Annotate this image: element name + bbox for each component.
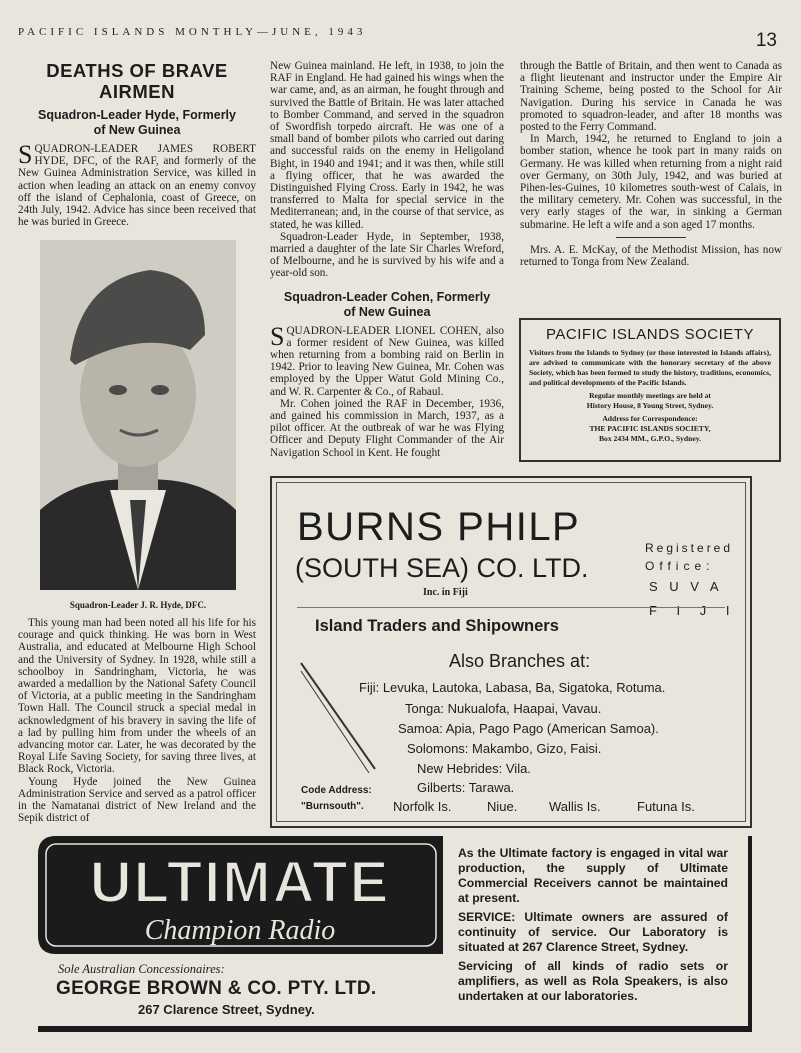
ultimate-company-address: 267 Clarence Street, Sydney. [138, 1002, 315, 1017]
article-column-3 [520, 60, 782, 268]
code-address-value: "Burnsouth". [301, 801, 364, 812]
ultimate-bottom-rule [38, 1026, 752, 1032]
ultimate-logo [38, 836, 443, 954]
burns-philp-advertisement [270, 476, 752, 828]
society-title: PACIFIC ISLANDS SOCIETY [546, 326, 754, 343]
cohen-text [270, 321, 504, 459]
hyde-column-2-paragraph-2: Squadron-Leader Hyde, in September, 1938, married a daughter of the late Sir Charles Wreford, of Melbourne, and he is survived by his wife and a year-old son. [270, 230, 504, 280]
branch-wallis: Wallis Is. [549, 799, 601, 814]
society-address [529, 414, 771, 444]
ultimate-advertisement [38, 836, 752, 1034]
burns-philp-tagline: Island Traders and Shipowners [315, 617, 559, 635]
page-number: 13 [755, 30, 777, 51]
column-3-divider [616, 237, 686, 238]
burns-philp-name-line-1: BURNS PHILP [297, 505, 581, 549]
burns-philp-rule [297, 607, 725, 608]
society-address-line-2: Box 2434 MM., G.P.O., Sydney. [598, 434, 702, 443]
code-address-label: Code Address: [301, 785, 372, 796]
cohen-column-3-paragraph-2: In March, 1942, he returned to England to join a bomber station, whence he took part in many raids on Germany. He was killed when returning from a night raid over Germany, on 30th July, 1942, and was buried at Pihen-les-Guines, 10 kilometres south-west of Calais, in the military cemetery. Mr. Cohen was successful, in the very early stages of the war, in sinking a German submarine. He left a wife and a son aged 17 months. [520, 133, 782, 231]
ultimate-right-copy [458, 846, 728, 1004]
branch-new-hebrides: New Hebrides: Vila. [417, 761, 531, 776]
cohen-paragraph-1 [270, 321, 504, 398]
hyde-subheading-line-2: of New Guinea [93, 123, 181, 137]
mckay-notice: Mrs. A. E. McKay, of the Methodist Mission, has now returned to Tonga from New Zealand. [520, 243, 782, 269]
branch-tonga: Tonga: Nukualofa, Haapai, Vavau. [405, 701, 602, 716]
branch-futuna: Futuna Is. [637, 799, 695, 814]
hyde-column-2-paragraph-1: New Guinea mainland. He left, in 1938, to join the RAF in England. He had gained his wings when the war came, and, as an airman, he fought through and survived the Battle of Britain. He was later attached to Bomber Command, and served in the squadron of Swordfish torpedo aircraft. He was one of a small band of bomber pilots who carried out daring and successful raids on the enemy in Heligoland Bight, in 1940 and 1941; and it was then, while still a flying officer, that he was awarded the Distinguished Flying Cross. Early in 1942, he was transferred to Malta for special service in the Mediterranean; and, in the course of that service, as stated, he was killed. [270, 60, 504, 231]
hyde-portrait-photo [40, 240, 236, 590]
article-column-2 [270, 60, 504, 459]
ultimate-logo-wordmark: ULTIMATE [89, 850, 391, 915]
ultimate-copy-paragraph-3: Servicing of all kinds of radio sets or amplifiers, as well as Rola Speakers, is also undertaken at our laboratories. [458, 959, 728, 1003]
cohen-paragraph-2: Mr. Cohen joined the RAF in December, 1936, and gained his commission in March, 1937, as a pilot officer. At the outbreak of war he was Flying Officer and Deputy Flight Commander of the Air Navigation School in Kent. He fought [270, 397, 504, 459]
society-address-line-1: THE PACIFIC ISLANDS SOCIETY, [589, 424, 711, 433]
hyde-paragraph-2: This young man had been noted all his life for his courage and quick thinking. He was born in West Australia, and educated at Melbourne High School and the University of Sydney. In 1928, while still a schoolboy in Sandringham, Victoria, he was awarded a medallion by the National Safety Council of Victoria, at a public meeting in the Sandringham Town Hall. The Council struck a special medal in acknowledgment of his bravery in saving the life of a lad by pulling him from under the wheels of an advancing motor car. Later, he was decorated by the Royal Life Saving Society, for saving three lives, at Black Rock, Victoria. [18, 617, 256, 776]
hyde-dropcap: S [18, 140, 33, 169]
ultimate-concessionaires-label: Sole Australian Concessionaires: [58, 962, 225, 976]
society-body: Visitors from the Islands to Sydney (or those interested in Islands affairs), are advised to communicate with the honorary secretary of the above Society, which has been formed to study the history, traditions, economics, and political developments of the Pacific Islands. [529, 348, 771, 387]
cohen-dropcap: S [270, 321, 285, 351]
registered-label-line-2: Office: [645, 559, 715, 573]
branch-fiji: Fiji: Levuka, Lautoka, Labasa, Ba, Sigatoka, Rotuma. [359, 680, 666, 695]
cohen-subheading [270, 290, 504, 320]
cohen-subheading-line-2: of New Guinea [343, 304, 431, 319]
hyde-paragraph-3: Young Hyde joined the New Guinea Administration Service and served as a patrol officer in the Namatanai district of New Ireland and the Sepik district of [18, 775, 256, 825]
society-meetings-line-2: History House, 8 Young Street, Sydney. [586, 401, 714, 410]
ultimate-company-name: GEORGE BROWN & CO. PTY. LTD. [56, 978, 377, 999]
hyde-column-1-continued [18, 617, 256, 824]
article-title-line-2: AIRMEN [99, 81, 175, 102]
cohen-paragraph-1-text: QUADRON-LEADER LIONEL COHEN, also a former resident of New Guinea, was killed when returning from a bombing raid on Berlin in 1942. Prior to leaving New Guinea, Mr. Cohen was employed by the Upper Watut Gold Mining Co., and W. R. Carpenter & Co., of Rabaul. [270, 324, 504, 398]
branch-gilberts: Gilberts: Tarawa. [417, 780, 515, 795]
burns-philp-inner-border [276, 482, 746, 822]
registered-label-line-1: Registered [645, 541, 734, 555]
branch-samoa: Samoa: Apia, Pago Pago (American Samoa). [398, 721, 659, 736]
branch-norfolk: Norfolk Is. [393, 799, 452, 814]
hyde-subheading [18, 108, 256, 138]
ultimate-right-rule [748, 836, 752, 1032]
branch-solomons: Solomons: Makambo, Gizo, Faisi. [407, 741, 602, 756]
society-meetings [529, 391, 771, 411]
ultimate-copy-paragraph-1: As the Ultimate factory is engaged in vital war production, the supply of Ultimate Commercial Receivers cannot be maintained at present. [458, 846, 728, 905]
article-column-1 [18, 60, 256, 228]
portrait-illustration [40, 240, 236, 590]
society-address-label: Address for Correspondence: [602, 414, 698, 423]
cohen-column-3-paragraph-1: through the Battle of Britain, and then went to Canada as a flight lieutenant and instructor under the Empire Air Training Scheme, being posted to the School for Air Navigation. During his service in Canada he was promoted to squadron-leader, and after 18 months was posted to the Ferry Command. [520, 60, 782, 134]
pacific-islands-society-box [519, 318, 781, 462]
article-title-line-1: DEATHS OF BRAVE [46, 60, 228, 81]
running-head: PACIFIC ISLANDS MONTHLY—JUNE, 1943 [18, 26, 367, 38]
hyde-subheading-line-1: Squadron-Leader Hyde, Formerly [38, 108, 236, 122]
hyde-intro-paragraph [18, 140, 256, 229]
branches-heading: Also Branches at: [449, 651, 591, 671]
cohen-subheading-line-1: Squadron-Leader Cohen, Formerly [283, 289, 491, 304]
ultimate-copy-paragraph-2: SERVICE: Ultimate owners are assured of continuity of service. Our Laboratory is situated at 267 Clarence Street, Sydney. [458, 910, 728, 954]
hyde-intro-text: QUADRON-LEADER JAMES ROBERT HYDE, DFC, of the RAF, and formerly of the New Guinea Administration Service, was killed in action when leading an attack on an enemy convoy off the island of Cephalonia, coast of Greece, on 24th July, 1942. Advice has since been received that he was buried in Greece. [18, 143, 256, 229]
photo-caption: Squadron-Leader J. R. Hyde, DFC. [69, 600, 207, 610]
branch-niue: Niue. [487, 799, 518, 814]
society-meetings-line-1: Regular monthly meetings are held at [589, 391, 711, 400]
burns-philp-name-line-2: (SOUTH SEA) CO. LTD. [295, 553, 589, 583]
burns-philp-incorporation: Inc. in Fiji [423, 587, 468, 598]
registered-country: F I J I [649, 603, 738, 618]
article-title [18, 60, 256, 102]
registered-city: S U V A [649, 579, 723, 594]
diagonal-rule-decoration [299, 661, 379, 781]
ultimate-logo-script: Champion Radio [144, 915, 336, 946]
column-2-text [270, 60, 504, 280]
